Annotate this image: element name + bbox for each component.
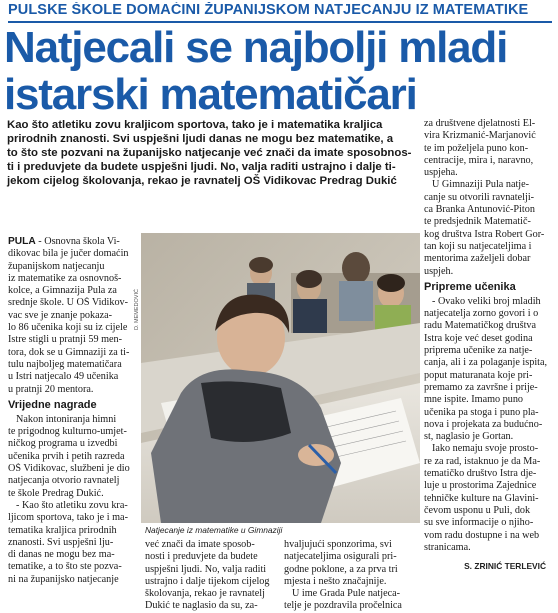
lead-line: ti i preduvjete da budete uspješni ljudi. No, valja raditi ustrajno i dalje ti- bbox=[7, 160, 396, 173]
body-line: tan koji su natjecateljima i bbox=[424, 240, 532, 252]
photo-credit: D. MEMEDOVIĆ bbox=[134, 289, 140, 330]
subhead-preparation: Pripreme učenika bbox=[424, 280, 516, 293]
body-line: natjecatelja zorno govori i o bbox=[424, 308, 539, 320]
headline-line: istarski matematičari bbox=[4, 70, 417, 119]
body-line: školovanja, rekao je ravnatelj bbox=[145, 588, 265, 600]
body-line: nosti i preduvjete da budete bbox=[145, 551, 258, 563]
subhead-prizes: Vrijedne nagrade bbox=[8, 398, 97, 411]
body-line: natjecateljima osigurali pri- bbox=[284, 551, 397, 563]
body-line: centracije, mira i, naravno, bbox=[424, 154, 534, 166]
body-line: mentorima zaželjeli dobar bbox=[424, 253, 531, 265]
intro-line: Istre stigli u pratnji 59 men- bbox=[8, 334, 123, 346]
body-line: nova i projekata za budućno- bbox=[424, 418, 543, 430]
body-line: premamo za završne i prije- bbox=[424, 381, 538, 393]
body-line: poput maturanata koje pri- bbox=[424, 369, 533, 381]
body-line: Istra koje već deset godina bbox=[424, 332, 533, 344]
body-line: vom radu dostupne i na web bbox=[424, 529, 540, 541]
body-line: vira Krizmanić-Marjanović bbox=[424, 130, 536, 142]
intro-line: tora, dok se u Gimnaziji za ti- bbox=[8, 346, 130, 358]
body-line: luje u prostorima Zajednice bbox=[424, 480, 537, 492]
intro-line: u Istri natjecalo 49 učenika bbox=[8, 371, 119, 383]
article-column-4 bbox=[424, 118, 552, 554]
body-line: telje je pozdravila pročelnica bbox=[284, 600, 402, 612]
body-line: st, naglasio je Gortan. bbox=[424, 431, 514, 443]
body-line: već znači da imate sposob- bbox=[145, 539, 255, 550]
body-line: Iako nemaju svoje prosto- bbox=[432, 443, 539, 455]
body-line: Nakon intoniranja himni bbox=[16, 413, 117, 425]
body-line: natjecanja otvorio ravnatelj bbox=[8, 475, 120, 487]
body-line: canja, ali i za polaganje ispita, bbox=[424, 357, 548, 369]
body-line: uspješni ljudi. No, valja raditi bbox=[145, 563, 267, 575]
body-line: hvaljujući sponzorima, svi bbox=[284, 539, 392, 550]
body-line: uspjeha. bbox=[424, 167, 458, 179]
lead-paragraph bbox=[7, 119, 417, 189]
body-line: uspjeh. bbox=[424, 265, 454, 277]
body-line: re za rad, istaknuo je da Ma- bbox=[424, 455, 541, 467]
body-line: tehničke kulture na Glavini- bbox=[424, 492, 539, 504]
body-line: mne ispite. Imamo puno bbox=[424, 394, 524, 406]
body-line: ničkog programa u izvedbi bbox=[8, 438, 118, 450]
lead-line: prirodnih znanosti. Svi uspješni ljudi danas ne mogu bez matematike, a bbox=[7, 132, 394, 145]
intro-line: dikovac bila je jučer domaćin bbox=[8, 248, 129, 260]
body-line: di danas ne mogu bez ma- bbox=[8, 549, 115, 561]
section-kicker bbox=[8, 2, 552, 24]
intro-line: tulu najboljeg matematičara bbox=[8, 358, 122, 370]
body-line: radu Matematičkog društva bbox=[424, 320, 537, 332]
body-line: priprema učenike za natje- bbox=[424, 345, 533, 357]
body-line: znanosti. Svi uspješni lju- bbox=[8, 536, 114, 548]
body-line: tematike, a to što ste pozva- bbox=[8, 561, 122, 573]
dateline: PULA bbox=[8, 236, 36, 247]
intro-line: PULA - Osnovna škola Vi- bbox=[8, 236, 120, 247]
body-line: stranicama. bbox=[424, 541, 471, 553]
headline bbox=[4, 24, 554, 118]
body-line: ni na županijsko natjecanje bbox=[8, 573, 119, 585]
body-line: mjesta i nešto značajnije. bbox=[284, 575, 387, 587]
photo-caption: Natjecanje iz matematike u Gimnaziji bbox=[145, 525, 283, 535]
body-line: tematika kraljica prirodnih bbox=[8, 524, 117, 536]
lead-line: Kao što atletiku zovu kraljicom sportova, tako je i matematika kraljica bbox=[7, 119, 383, 131]
body-line: te škole Predrag Dukić. bbox=[8, 487, 104, 499]
body-line: ca Branka Antunović-Piton bbox=[424, 204, 535, 216]
intro-line: u pratnji 20 mentora. bbox=[8, 383, 94, 395]
body-line: kog društva Istra Robert Gor- bbox=[424, 228, 545, 240]
body-line: - Ovako veliki broj mladih bbox=[432, 295, 541, 307]
body-line: - Kao što atletiku zovu kra- bbox=[16, 499, 128, 511]
article-column-1 bbox=[8, 236, 132, 586]
body-line: ustrajno i dalje tijekom cijelog bbox=[145, 575, 270, 587]
intro-line: kolce, a Gimnazija Pula za bbox=[8, 285, 117, 297]
intro-line: vac sve je znanje pokaza- bbox=[8, 309, 113, 321]
lead-line: to što ste pozvani na županijsko natjecanje već znači da imate sposobnos- bbox=[7, 146, 412, 159]
headline-line: Natjecali se najbolji mladi bbox=[4, 23, 508, 72]
intro-line: iz matematike za osnovnoš- bbox=[8, 272, 122, 284]
body-line: U Gimnaziji Pula natje- bbox=[432, 179, 530, 191]
body-line: godne poklone, a za prva tri bbox=[284, 563, 398, 575]
intro-line: lo 86 učenika koji su iz cijele bbox=[8, 322, 128, 334]
body-line: te prigodnog kulturno-umjet- bbox=[8, 426, 127, 438]
body-line: ljicom sportova, tako je i ma- bbox=[8, 512, 128, 524]
article-photo bbox=[141, 233, 420, 523]
body-line: te predsjednik Matematič- bbox=[424, 216, 531, 228]
classroom-photo bbox=[141, 233, 420, 523]
lead-line: jekom cijelog školovanja, rekao je ravnatelj OŠ Vidikovac Predrag Dukić bbox=[7, 174, 397, 187]
body-line: za društvene djelatnosti El- bbox=[424, 118, 536, 129]
author-byline: S. ZRINIĆ TERLEVIĆ bbox=[464, 561, 546, 571]
body-line: U ime Grada Pule natjeca- bbox=[292, 588, 401, 600]
body-line: čevom usponu u Puli, dok bbox=[424, 504, 531, 516]
body-line: te im poželjela puno kon- bbox=[424, 142, 529, 154]
intro-line: županijskom natjecanju bbox=[8, 260, 105, 272]
body-line: učenika pa stoga i puno pla- bbox=[424, 406, 539, 418]
body-line: tematičko društvo Istra dje- bbox=[424, 468, 537, 480]
body-line: canje su otvorili ravnatelji- bbox=[424, 191, 535, 203]
body-line: učenika prvih i petih razreda bbox=[8, 450, 125, 462]
kicker-text: PULSKE ŠKOLE DOMAĆINI ŽUPANIJSKOM NATJECANJU IZ MATEMATIKE bbox=[8, 2, 529, 18]
intro-line: srednje škole. U OŠ Vidikov- bbox=[8, 297, 129, 309]
body-line: Dukić te naglasio da su, za- bbox=[145, 600, 258, 612]
body-line: su sve informacije o njiho- bbox=[424, 517, 534, 529]
body-line: OŠ Vidikovac, službeni je dio bbox=[8, 463, 130, 475]
